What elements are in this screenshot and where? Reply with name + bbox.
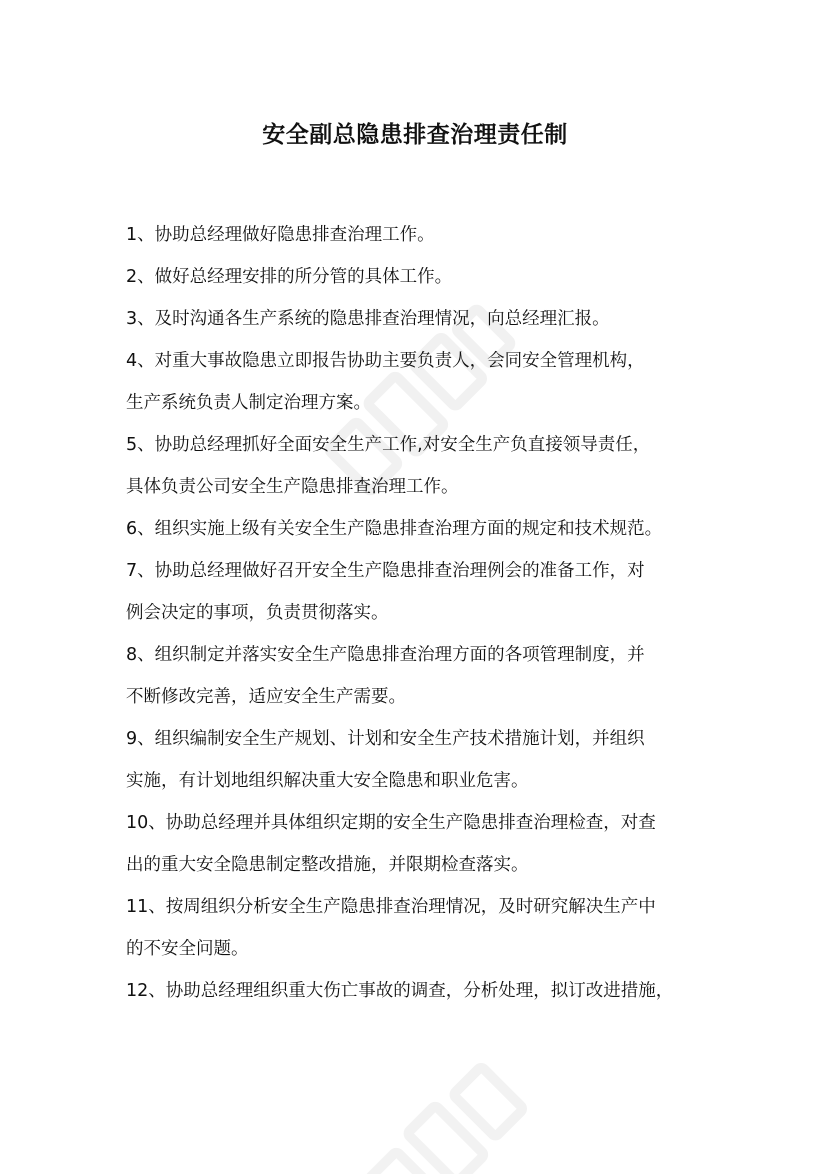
paragraph-line: 10、协助总经理并具体组织定期的安全生产隐患排查治理检查，对查 [126, 813, 656, 833]
watermark-graphic-bottom [330, 1000, 590, 1174]
paragraph-line: 实施，有计划地组织解决重大安全隐患和职业危害。 [126, 771, 529, 791]
paragraph-line: 2、做好总经理安排的所分管的具体工作。 [126, 267, 453, 287]
paragraph-line: 5、协助总经理抓好全面安全生产工作,对安全生产负直接领导责任， [126, 435, 651, 455]
paragraph-line: 12、协助总经理组织重大伤亡事故的调查，分析处理，拟订改进措施， [126, 981, 674, 1001]
document-title: 安全副总隐患排查治理责任制 [262, 122, 568, 148]
paragraph-line: 4、对重大事故隐患立即报告协助主要负责人，会同安全管理机构， [126, 351, 645, 371]
paragraph-line: 8、组织制定并落实安全生产隐患排查治理方面的各项管理制度，并 [126, 645, 645, 665]
paragraph-line: 9、组织编制安全生产规划、计划和安全生产技术措施计划，并组织 [126, 729, 645, 749]
paragraph-line: 7、协助总经理做好召开安全生产隐患排查治理例会的准备工作，对 [126, 561, 645, 581]
paragraph-line: 出的重大安全隐患制定整改措施，并限期检查落实。 [126, 855, 529, 875]
paragraph-line: 6、组织实施上级有关安全生产隐患排查治理方面的规定和技术规范。 [126, 519, 663, 539]
document-body [126, 214, 710, 1012]
paragraph-line: 具体负责公司安全生产隐患排查治理工作。 [126, 477, 459, 497]
paragraph-line: 11、按周组织分析安全生产隐患排查治理情况，及时研究解决生产中 [126, 897, 656, 917]
paragraph-line: 例会决定的事项，负责贯彻落实。 [126, 603, 389, 623]
paragraph-line: 的不安全问题。 [126, 939, 249, 959]
paragraph-line: 生产系统负责人制定治理方案。 [126, 393, 371, 413]
paragraph-line: 不断修改完善，适应安全生产需要。 [126, 687, 406, 707]
paragraph-line: 3、及时沟通各生产系统的隐患排查治理情况，向总经理汇报。 [126, 309, 610, 329]
paragraph-line: 1、协助总经理做好隐患排查治理工作。 [126, 225, 435, 245]
